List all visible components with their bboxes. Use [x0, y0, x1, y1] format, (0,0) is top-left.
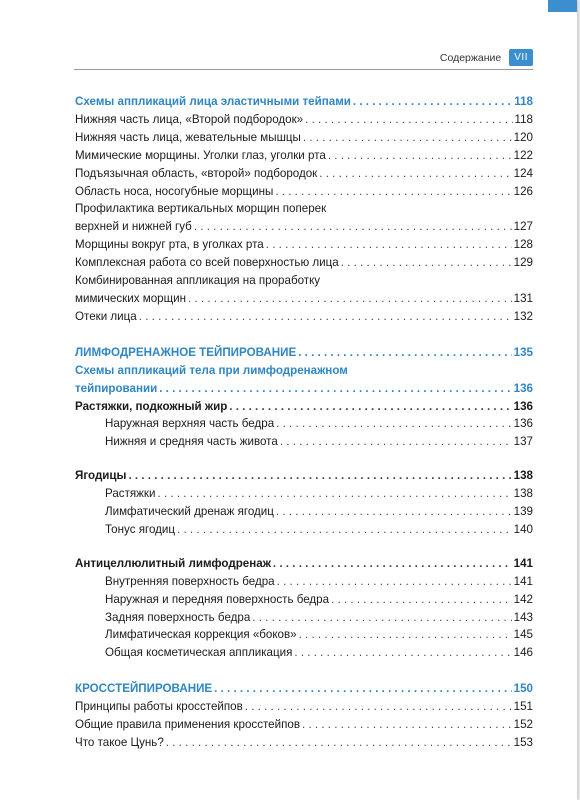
toc-entry-title: Внутренняя поверхность бедра	[105, 574, 275, 588]
toc-entry[interactable]	[75, 698, 533, 716]
toc-entry-page: 129	[513, 256, 533, 270]
toc-entry-page: 136	[513, 381, 533, 395]
toc-entry-title: Общие правила применения кросстейпов	[75, 718, 300, 732]
toc-entry-page: 137	[513, 435, 533, 449]
toc-entry-page: 141	[513, 556, 533, 570]
toc-entry[interactable]	[75, 380, 533, 398]
toc-entry-title: Растяжки, подкожный жир	[75, 399, 228, 413]
toc-entry-title: Нижняя и средняя часть живота	[105, 435, 278, 449]
toc-entry-page: 151	[513, 700, 533, 714]
toc-entry[interactable]	[75, 467, 533, 485]
toc-entry[interactable]	[75, 716, 533, 734]
toc-subentry[interactable]	[75, 521, 533, 539]
toc-entry-title: тейпировании	[75, 381, 158, 395]
toc-entry-title: Общая косметическая аппликация	[105, 646, 293, 660]
toc-entry-page: 140	[513, 522, 533, 536]
toc-entry[interactable]	[75, 183, 533, 201]
toc-subentry[interactable]	[75, 485, 533, 503]
toc-entry-page: 131	[513, 291, 533, 305]
toc-entry-page: 145	[513, 628, 533, 642]
toc-entry-title: Морщины вокруг рта, в уголках рта	[75, 238, 264, 252]
running-header	[440, 49, 533, 66]
toc-section[interactable]	[75, 344, 533, 362]
toc-entry[interactable]	[75, 398, 533, 416]
toc-section-title: КРОССТЕЙПИРОВАНИЕ	[75, 682, 213, 696]
toc-entry-title: мимических морщин	[75, 291, 187, 305]
toc-entry-page: 143	[513, 610, 533, 624]
toc-entry-page: 142	[513, 592, 533, 606]
page-number-badge: VII	[509, 49, 533, 66]
toc-entry-title-line1: Профилактика вертикальных морщин поперек	[75, 202, 327, 216]
toc-entry-page: 136	[513, 417, 533, 431]
toc-entry[interactable]	[75, 236, 533, 254]
toc-entry-title: Схемы аппликаций лица эластичными тейпами	[75, 95, 351, 108]
toc-entry-title: Мимические морщины. Уголки глаз, уголки рта	[75, 148, 326, 162]
toc-entry-page: 118	[514, 112, 533, 126]
toc-entry-title: Что такое Цунь?	[75, 736, 164, 749]
toc-entry[interactable]	[75, 111, 533, 129]
toc-entry-page: 120	[513, 130, 533, 144]
toc-entry-title-line1: Комбинированная аппликация на проработку	[75, 274, 321, 288]
toc-entry-title: Ягодицы	[75, 469, 127, 483]
toc-entry-page: 118	[514, 95, 533, 108]
toc-entry-title: Растяжки	[105, 487, 156, 501]
toc-entry-title: Нижняя часть лица, «Второй подбородок»	[75, 112, 304, 126]
header-title: Содержание	[439, 51, 502, 64]
toc-entry-title: Тонус ягодиц	[105, 522, 176, 536]
toc-subentry[interactable]	[75, 591, 533, 609]
table-of-contents	[75, 93, 533, 752]
toc-entry-page: 124	[513, 166, 533, 180]
toc-entry[interactable]	[75, 218, 533, 236]
toc-subentry[interactable]	[75, 433, 533, 451]
toc-entry[interactable]	[75, 734, 533, 752]
toc-entry-page: 132	[513, 309, 533, 323]
toc-entry-title: Наружная и передняя поверхность бедра	[105, 592, 330, 606]
toc-subentry[interactable]	[75, 503, 533, 521]
toc-entry[interactable]	[75, 290, 533, 308]
toc-entry-page: 152	[513, 718, 533, 732]
toc-entry[interactable]	[75, 93, 533, 111]
toc-entry-page: 150	[513, 682, 533, 696]
toc-subentry[interactable]	[75, 609, 533, 627]
toc-entry[interactable]	[75, 165, 533, 183]
toc-entry-title: Комплексная работа со всей поверхностью лица	[75, 256, 339, 270]
toc-entry[interactable]	[75, 254, 533, 272]
toc-entry-page: 138	[513, 469, 533, 483]
toc-entry-title-line1: Схемы аппликаций тела при лимфодренажном	[75, 363, 348, 377]
toc-entry-title: Наружная верхняя часть бедра	[105, 417, 275, 431]
toc-entry-page: 127	[513, 220, 533, 234]
toc-entry-page: 146	[513, 646, 533, 660]
toc-entry-title: Нижняя часть лица, жевательные мышцы	[75, 130, 301, 144]
header-divider	[74, 69, 533, 70]
toc-entry[interactable]	[75, 147, 533, 165]
toc-entry[interactable]	[75, 129, 533, 147]
toc-subentry[interactable]	[75, 573, 533, 591]
toc-entry-title: Область носа, носогубные морщины	[75, 184, 274, 198]
toc-entry-title: Принципы работы кросстейпов	[75, 700, 243, 714]
toc-entry-title: Лимфатическая коррекция «боков»	[105, 628, 297, 642]
toc-entry-title: Лимфатический дренаж ягодиц	[105, 505, 274, 519]
toc-entry-title: верхней и нижней губ	[75, 220, 192, 234]
toc-subentry[interactable]	[75, 415, 533, 433]
toc-entry-title: Подъязычная область, «второй» подбородок	[75, 166, 318, 180]
toc-entry-title: Отеки лица	[75, 309, 137, 323]
toc-entry[interactable]	[75, 308, 533, 326]
toc-entry-page: 128	[513, 238, 533, 252]
toc-subentry[interactable]	[75, 626, 533, 644]
toc-entry-page: 138	[513, 487, 533, 501]
toc-entry-page: 139	[513, 505, 533, 519]
toc-subentry[interactable]	[75, 644, 533, 662]
page-tab-marker	[548, 0, 577, 12]
toc-entry-title: Задняя поверхность бедра	[105, 610, 251, 624]
toc-entry-page: 136	[513, 399, 533, 413]
toc-section-title: ЛИМФОДРЕНАЖНОЕ ТЕЙПИРОВАНИЕ	[75, 345, 297, 359]
toc-entry-page: 126	[513, 184, 533, 198]
toc-entry-page: 141	[513, 574, 533, 588]
toc-entry-page: 153	[513, 736, 533, 749]
toc-section[interactable]	[75, 680, 533, 698]
toc-entry-page: 122	[513, 148, 533, 162]
toc-entry-page: 135	[513, 345, 533, 359]
toc-entry[interactable]	[75, 555, 533, 573]
toc-entry-title: Антицеллюлитный лимфодренаж	[75, 556, 271, 570]
